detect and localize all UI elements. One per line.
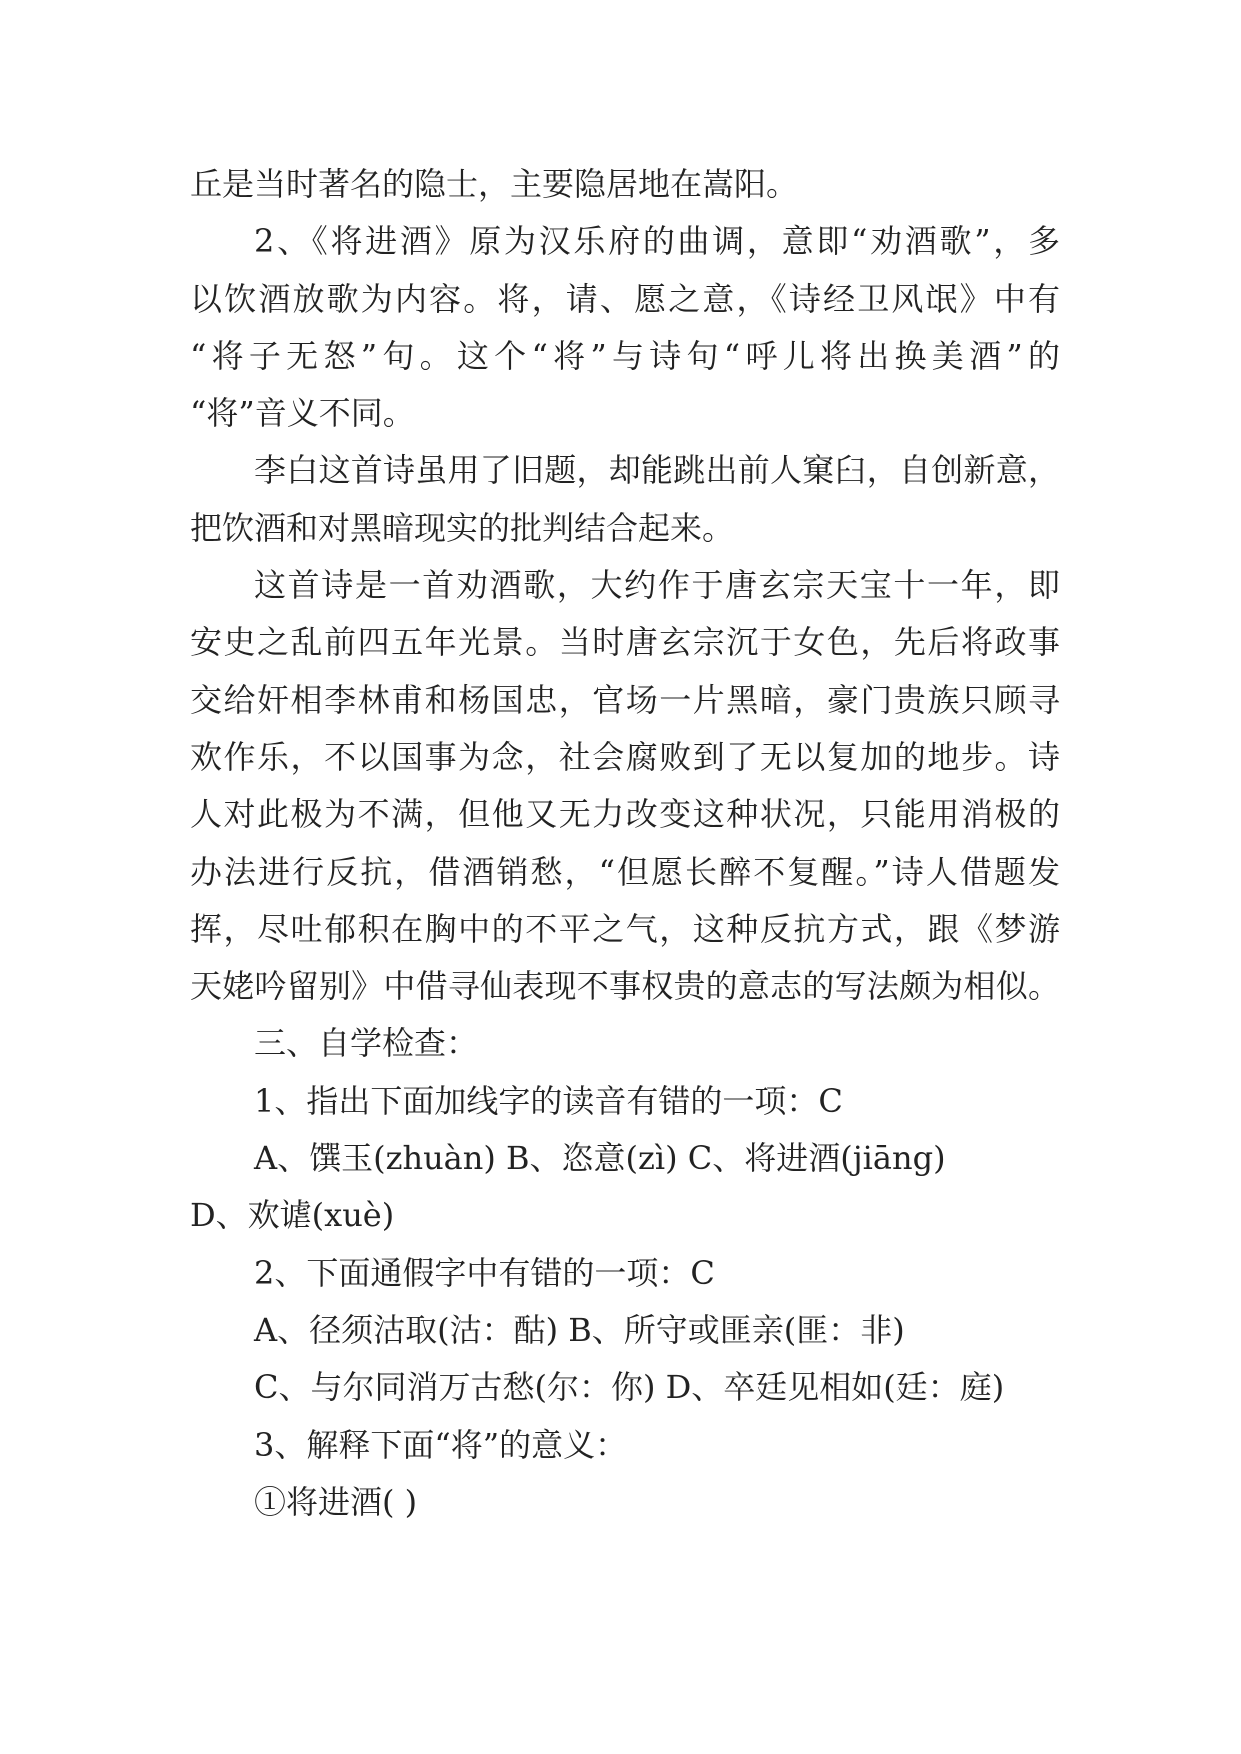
text-line: 把饮酒和对黑暗现实的批判结合起来。: [190, 508, 735, 547]
text-line: 欢作乐，不以国事为念，社会腐败到了无以复加的地步。诗: [190, 737, 1060, 776]
question-line: 1、指出下面加线字的读音有错的一项：C: [254, 1081, 843, 1120]
text-line: “将子无怒”句。这个“将”与诗句“呼儿将出换美酒”的: [190, 336, 1060, 375]
document-body: [190, 156, 1060, 1531]
text-line: 以饮酒放歌为内容。将，请、愿之意，《诗经卫风氓》中有: [190, 279, 1060, 318]
question-line: 3、解释下面“将”的意义：: [254, 1425, 628, 1464]
option-line: A、馔玉(zhuàn) B、恣意(zì) C、将进酒(jiāng): [254, 1139, 946, 1178]
text-line: 交给奸相李林甫和杨国忠，官场一片黑暗，豪门贵族只顾寻: [190, 680, 1060, 719]
text-line: “将”音义不同。: [190, 394, 415, 433]
text-line: 办法进行反抗，借酒销愁，“但愿长醉不复醒。”诗人借题发: [190, 852, 1060, 891]
question-line: ①将进酒( ): [254, 1482, 418, 1521]
text-line: 2、《将进酒》原为汉乐府的曲调，意即“劝酒歌”，多: [254, 222, 1060, 261]
section-heading: 三、自学检查：: [254, 1024, 479, 1063]
text-line: 这首诗是一首劝酒歌，大约作于唐玄宗天宝十一年，即: [254, 566, 1060, 605]
text-line: 人对此极为不满，但他又无力改变这种状况，只能用消极的: [190, 795, 1060, 834]
question-line: 2、下面通假字中有错的一项：C: [254, 1253, 715, 1292]
text-line: 李白这首诗虽用了旧题，却能跳出前人窠臼，自创新意，: [254, 451, 1060, 490]
text-line: 安史之乱前四五年光景。当时唐玄宗沉于女色，先后将政事: [190, 623, 1060, 662]
option-line: A、径须沽取(沽：酤) B、所守或匪亲(匪：非): [254, 1310, 905, 1349]
text-line: 挥，尽吐郁积在胸中的不平之气，这种反抗方式，跟《梦游: [190, 909, 1060, 948]
text-line: 丘是当时著名的隐士，主要隐居地在嵩阳。: [190, 165, 799, 203]
option-line: C、与尔同消万古愁(尔：你) D、卒廷见相如(廷：庭): [254, 1368, 1005, 1407]
text-line: 天姥吟留别》中借寻仙表现不事权贵的意志的写法颇为相似。: [190, 967, 1060, 1006]
option-line: D、欢谑(xuè): [190, 1196, 395, 1235]
